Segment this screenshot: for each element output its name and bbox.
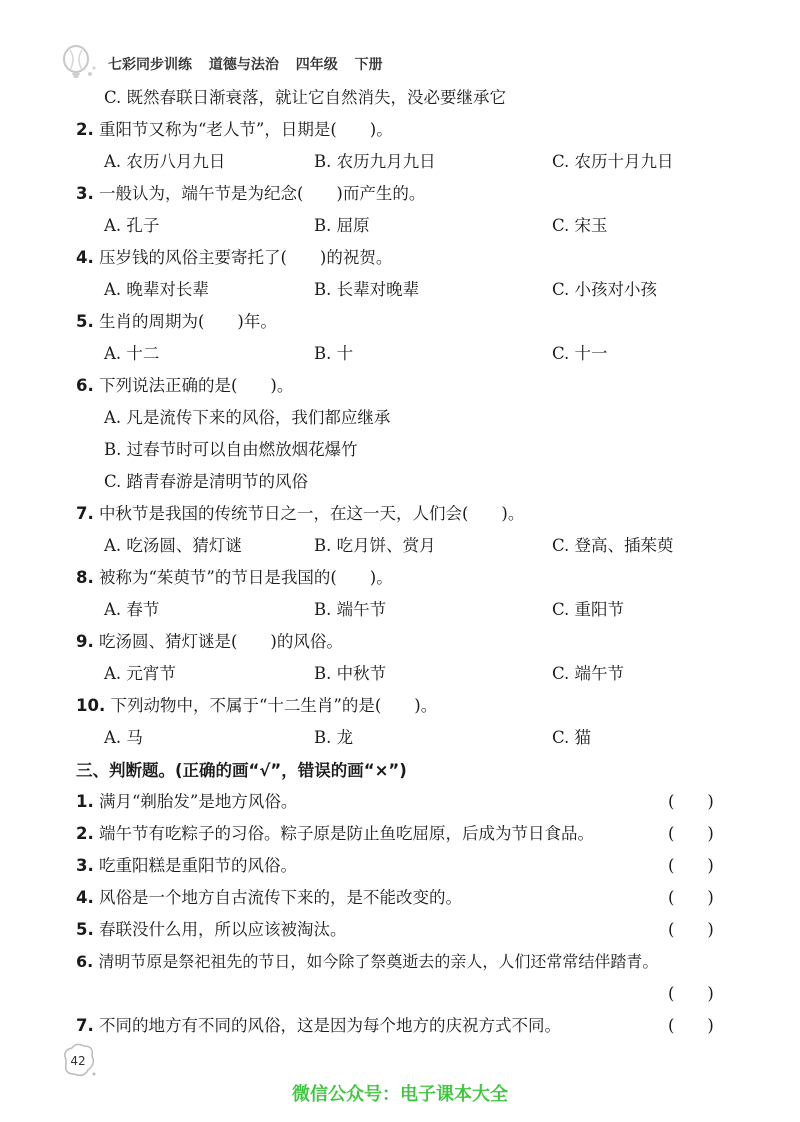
- question-text: 被称为“茱萸节”的节日是我国的( )。: [99, 568, 393, 587]
- judge-question-6: [76, 951, 658, 973]
- option-c: C. 登高、插茱萸: [552, 536, 674, 555]
- judge-question-7: [76, 1015, 561, 1037]
- question-number: 3.: [76, 184, 94, 203]
- question-text: 吃重阳糕是重阳节的风俗。: [99, 856, 297, 875]
- question-number: 7.: [76, 504, 94, 523]
- question-number: 8.: [76, 568, 94, 587]
- option-a: A. 吃汤圆、猜灯谜: [104, 536, 242, 555]
- question-number: 2.: [76, 824, 94, 843]
- option-c: C. 猫: [552, 728, 592, 747]
- question-text: 春联没什么用，所以应该被淘汰。: [99, 920, 347, 939]
- option-c: C. 端午节: [552, 664, 625, 683]
- judge-question-3: [76, 855, 297, 877]
- choice-question-6: [76, 375, 293, 397]
- option-a: A. 十二: [104, 344, 160, 363]
- question-text: 吃汤圆、猜灯谜是( )的风俗。: [99, 632, 343, 651]
- section-title: 三、判断题。(正确的画“√”，错误的画“×”): [76, 761, 407, 780]
- option-b: B. 龙: [314, 728, 354, 747]
- question-number: 5.: [76, 312, 94, 331]
- option-b: B. 农历九月九日: [314, 152, 436, 171]
- page-number-badge: [58, 1040, 98, 1080]
- option-b: B. 屈原: [314, 216, 370, 235]
- question-text: 清明节原是祭祀祖先的节日，如今除了祭奠逝去的亲人，人们还常常结伴踏青。: [98, 952, 659, 971]
- option-a: A. 农历八月九日: [104, 152, 226, 171]
- option-a: A. 马: [104, 728, 143, 747]
- question-number: 7.: [76, 1016, 94, 1035]
- option-b: B. 十: [314, 344, 354, 363]
- choice-question-3: [76, 183, 425, 205]
- option-b: B. 吃月饼、赏月: [314, 536, 436, 555]
- answer-blank[interactable]: ( ): [668, 984, 714, 1003]
- judge-question-1: [76, 791, 297, 813]
- choice-question-5: [76, 311, 277, 333]
- judge-question-2: [76, 823, 594, 845]
- option-a: A. 晚辈对长辈: [104, 280, 209, 299]
- question-number: 4.: [76, 888, 94, 907]
- option-c: C. 十一: [552, 344, 608, 363]
- choice-question-10: [76, 695, 437, 717]
- option-c: C. 宋玉: [552, 216, 608, 235]
- question-number: 6.: [76, 376, 94, 395]
- question-text: 重阳节又称为“老人节”，日期是( )。: [99, 120, 393, 139]
- question-text: 一般认为，端午节是为纪念( )而产生的。: [99, 184, 426, 203]
- question-number: 1.: [76, 792, 94, 811]
- choice-question-2: [76, 119, 393, 141]
- option-a: A. 孔子: [104, 216, 160, 235]
- question-text: 风俗是一个地方自古流传下来的，是不能改变的。: [99, 888, 462, 907]
- option-a: A. 凡是流传下来的风俗，我们都应继承: [104, 408, 391, 427]
- option-a: A. 春节: [104, 600, 160, 619]
- option-c: C. 农历十月九日: [552, 152, 674, 171]
- question-number: 4.: [76, 248, 94, 267]
- question-text: 下列说法正确的是( )。: [99, 376, 294, 395]
- balloon-icon: [58, 44, 98, 84]
- answer-blank[interactable]: ( ): [668, 920, 714, 939]
- option-b: B. 过春节时可以自由燃放烟花爆竹: [104, 440, 358, 459]
- answer-blank[interactable]: ( ): [668, 792, 714, 811]
- footer-watermark: 微信公众号：电子课本大全: [292, 1084, 508, 1105]
- option-c: C. 重阳节: [552, 600, 625, 619]
- question-number: 3.: [76, 856, 94, 875]
- page-number: 42: [70, 1054, 86, 1068]
- option-b: B. 端午节: [314, 600, 387, 619]
- question-text: 中秋节是我国的传统节日之一，在这一天，人们会( )。: [99, 504, 525, 523]
- question-text: 压岁钱的风俗主要寄托了( )的祝贺。: [99, 248, 393, 267]
- answer-blank[interactable]: ( ): [668, 888, 714, 907]
- header-term: 下册: [354, 57, 383, 73]
- option-a: A. 元宵节: [104, 664, 176, 683]
- question-text: 不同的地方有不同的风俗，这是因为每个地方的庆祝方式不同。: [99, 1016, 561, 1035]
- answer-blank[interactable]: ( ): [668, 856, 714, 875]
- choice-question-9: [76, 631, 343, 653]
- question-number: 10.: [76, 696, 106, 715]
- header-grade: 四年级: [295, 57, 338, 73]
- question-number: 5.: [76, 920, 94, 939]
- question-text: 下列动物中，不属于“十二生肖”的是( )。: [110, 696, 438, 715]
- page-header: [58, 44, 395, 84]
- header-series: 七彩同步训练: [108, 57, 192, 73]
- choice-question-4: [76, 247, 392, 269]
- choice-question-8: [76, 567, 393, 589]
- question-number: 9.: [76, 632, 94, 651]
- choice-question-7: [76, 503, 524, 525]
- judge-question-5: [76, 919, 347, 941]
- question-number: 2.: [76, 120, 94, 139]
- option-c: C. 小孩对小孩: [552, 280, 658, 299]
- prev-question-option-c: C. 既然春联日渐衰落，就让它自然消失，没必要继承它: [104, 88, 507, 107]
- header-subject: 道德与法治: [208, 57, 279, 73]
- question-text: 生肖的周期为( )年。: [99, 312, 277, 331]
- question-number: 6.: [76, 952, 94, 971]
- option-c: C. 踏青春游是清明节的风俗: [104, 472, 309, 491]
- option-b: B. 中秋节: [314, 664, 387, 683]
- judge-question-4: [76, 887, 462, 909]
- answer-blank[interactable]: ( ): [668, 1016, 714, 1035]
- answer-blank[interactable]: ( ): [668, 824, 714, 843]
- option-b: B. 长辈对晚辈: [314, 280, 420, 299]
- question-text: 满月“剃胎发”是地方风俗。: [99, 792, 298, 811]
- header-text: [108, 54, 395, 74]
- question-text: 端午节有吃粽子的习俗。粽子原是防止鱼吃屈原，后成为节日食品。: [99, 824, 594, 843]
